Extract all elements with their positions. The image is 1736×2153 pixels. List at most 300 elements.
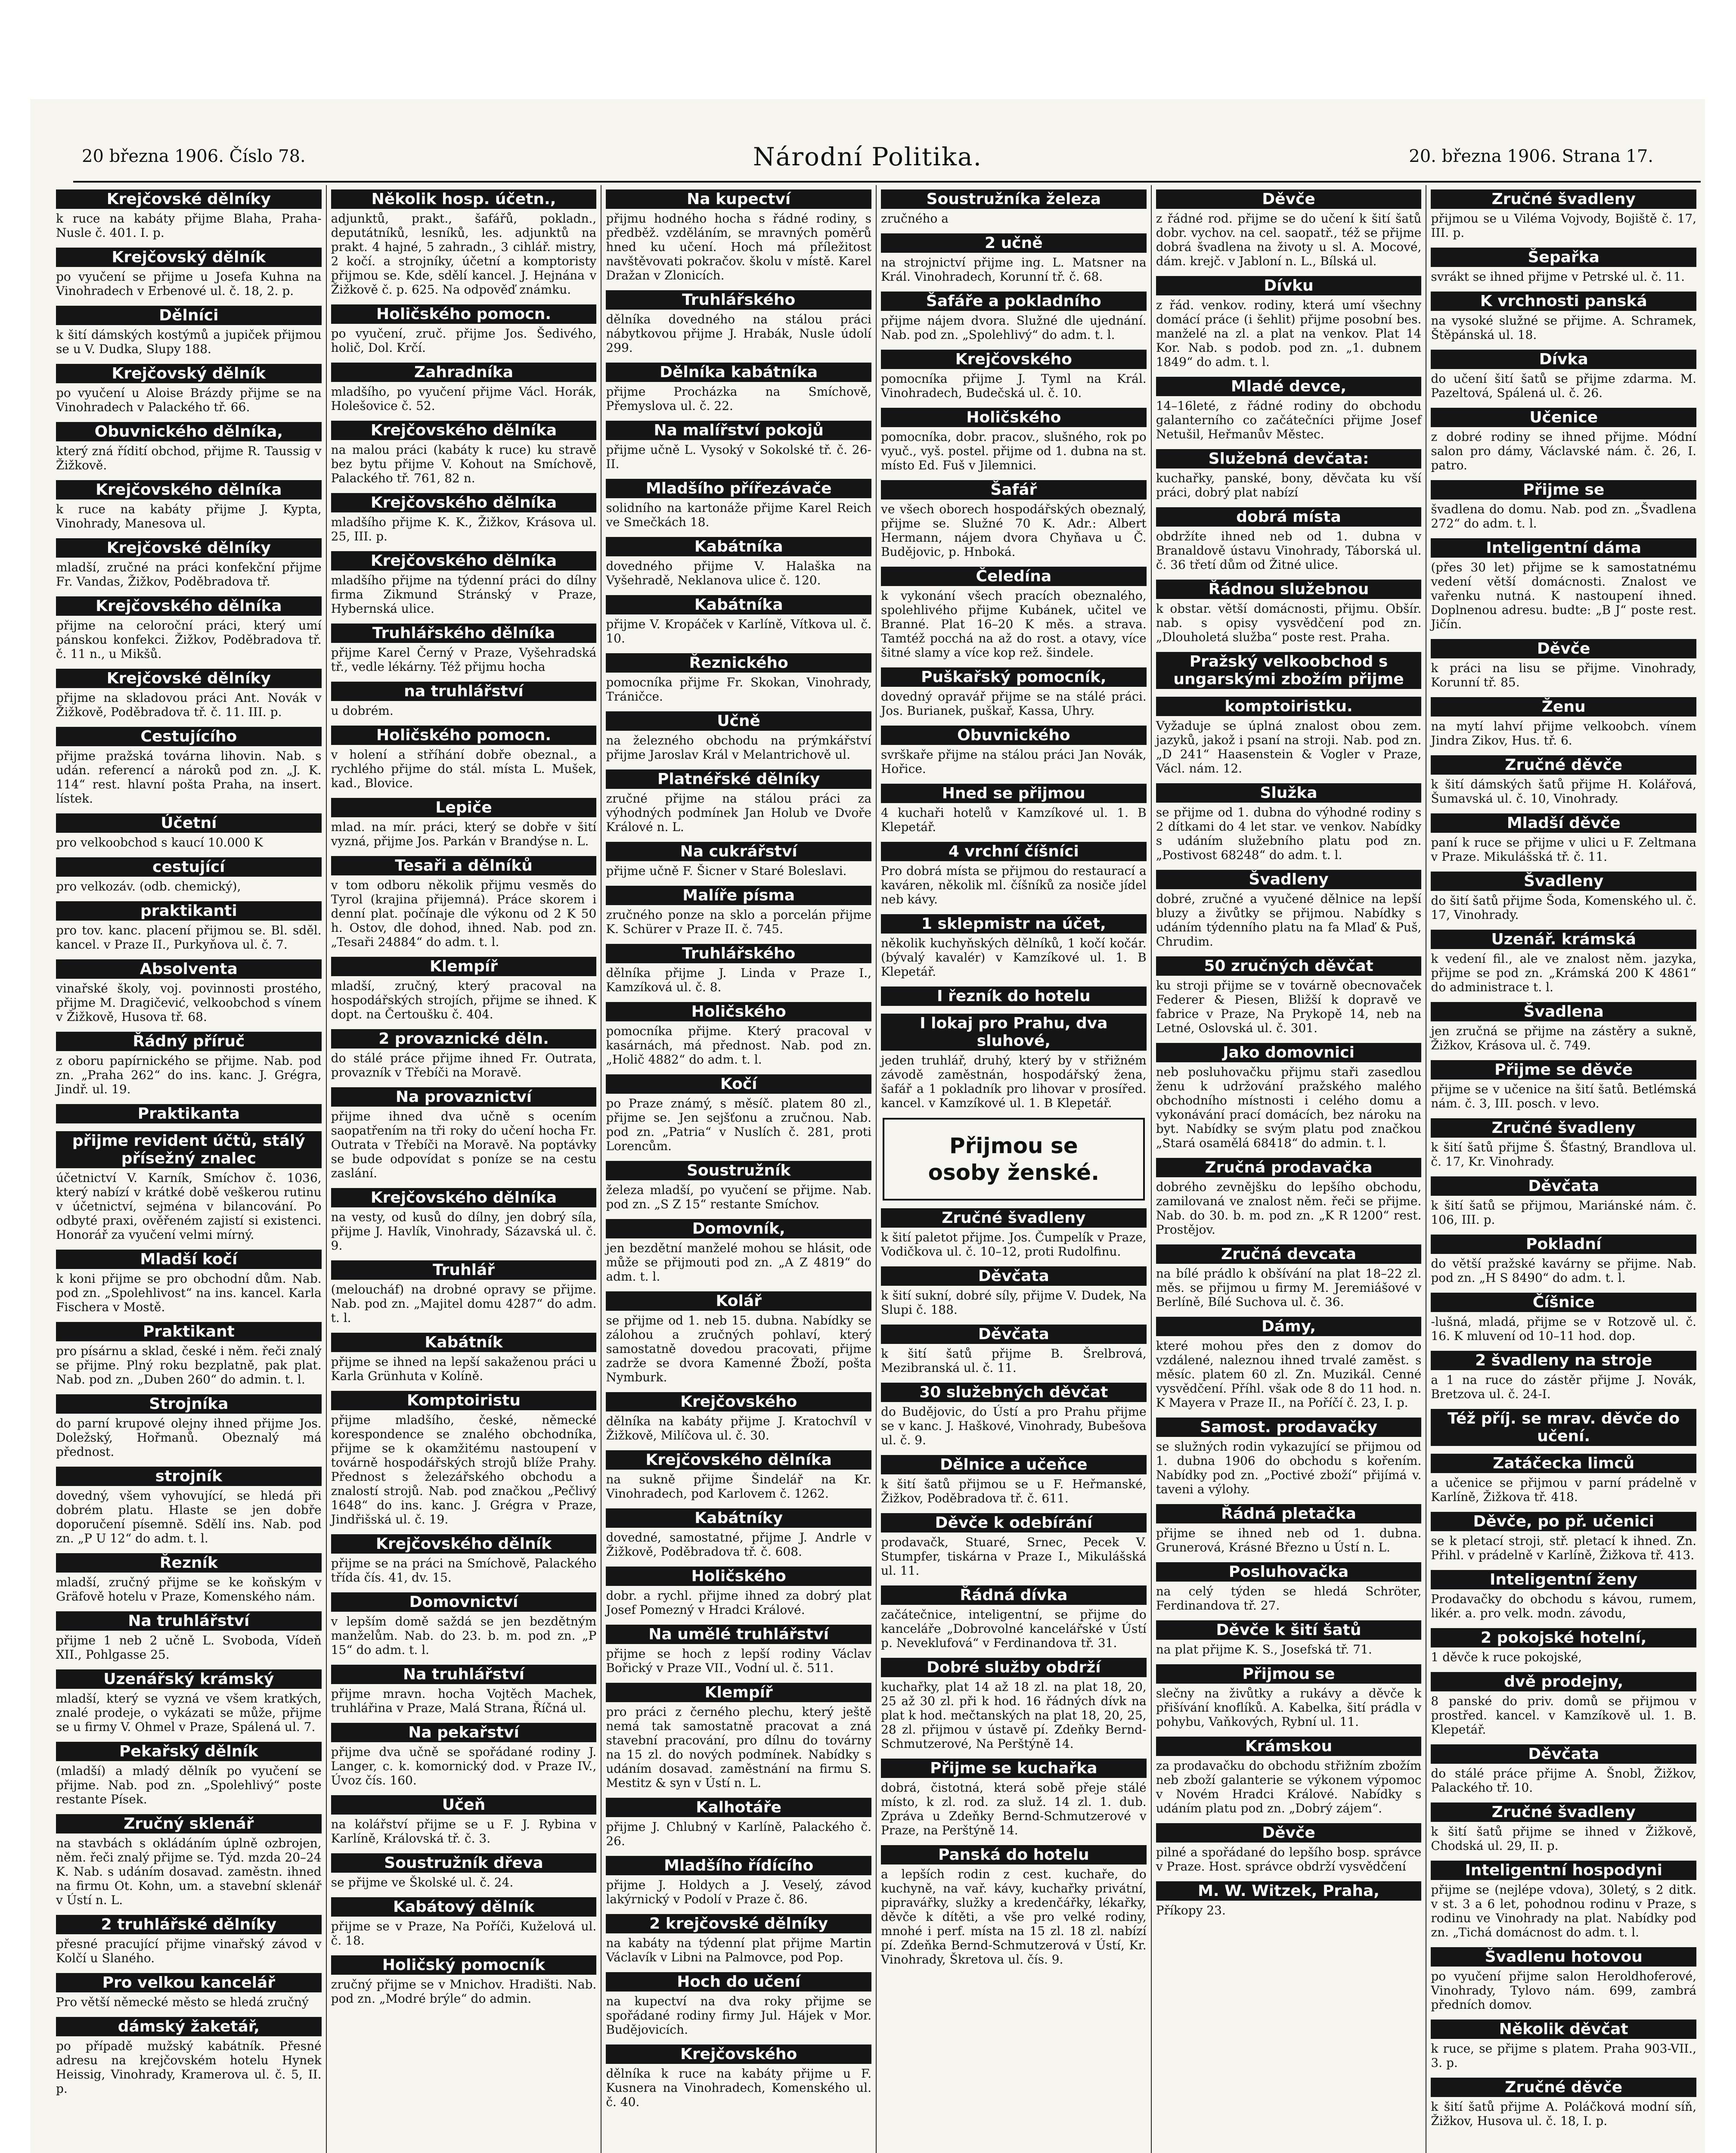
ad-heading: Inteligentní ženy (1431, 1570, 1696, 1589)
ad-text: po vyučení, zruč. přijme Jos. Šedivého, holič, Dol. Krčí. (331, 326, 597, 355)
ad-heading: Mladé devce, (1156, 377, 1422, 396)
ad-text: na sukně přijme Šindelář na Kr. Vinohradech, pod Karlovem č. 1262. (606, 1472, 872, 1501)
ad-text: přijme se ihned neb od 1. dubna. Grunerová, Krásné Březno u Ústí n. L. (1156, 1526, 1422, 1554)
ad-heading: přijme revident účtů, stálý přísežný znalec (56, 1131, 322, 1168)
classified-ad (56, 1394, 322, 1459)
ad-heading: Učně (606, 711, 871, 731)
ad-heading: Zručné děvče (1431, 755, 1696, 775)
ad-text: dovedný opravář přijme se na stálé práci. Jos. Burianek, puškař, Kassa, Uhry. (881, 689, 1147, 718)
classified-ad (1156, 1620, 1422, 1657)
ad-heading: Truhlář (331, 1260, 597, 1280)
ad-text: do stálé práce přijme ihned Fr. Outrata, provazník v Třebíči na Moravě. (331, 1051, 597, 1080)
ad-heading: strojník (56, 1467, 322, 1486)
ad-text: se přijme ve Školské ul. č. 24. (331, 1875, 514, 1889)
ad-heading: Puškařský pomocník, (881, 667, 1147, 687)
classified-ad (1156, 1562, 1422, 1613)
ad-text: k obstar. větší domácnosti, přijmu. Obšír. nab. s opisy vysvědčení pod zn. „Dlouholetá služba“ poste rest. Praha. (1156, 602, 1422, 644)
ad-heading: Holičský pomocník (331, 1955, 597, 1975)
classified-ad (1156, 449, 1422, 499)
ad-heading: Kočí (606, 1074, 871, 1094)
ad-heading: Na truhlářství (56, 1611, 322, 1631)
ad-heading: Holičského pomocn. (331, 726, 597, 745)
ad-text: na mytí lahví přijme velkoobch. vínem Jindra Zikov, Hus. tř. 6. (1431, 719, 1697, 748)
ad-heading: Dívka (1431, 350, 1696, 369)
classified-ad (331, 363, 597, 413)
ad-text: (meloucháf) na drobné opravy se přijme. Nab. pod zn. „Majitel domu 4287“ do adm. t. l. (331, 1282, 597, 1325)
ad-text: z dobré rodiny se ihned přijme. Módní salon pro dámy, Václavské nám. č. 26, I. patro. (1431, 430, 1697, 472)
ad-heading: Pražský velkoobchod s ungarskými zbožím přijme (1156, 652, 1422, 689)
ad-heading: Soustružník dřeva (331, 1853, 597, 1873)
column-1 (52, 185, 327, 2153)
ad-text: který zná řídití obchod, přijme R. Taussig v Žižkově. (56, 444, 322, 472)
classified-ad (331, 1723, 597, 1787)
ad-heading: Posluhovačka (1156, 1562, 1422, 1582)
ad-text: k vykonání všech pracích obeznalého, spolehlivého přijme Kubánek, učitel ve Branné. Plat 16–20 K měs. a strava. Tamtéž pocchá na až do rost. a otavy, více šitné slamy a více kop rež. šindele. (881, 589, 1147, 660)
classified-ad (881, 1014, 1147, 1110)
column-3 (601, 185, 877, 2153)
classified-ad (1156, 697, 1422, 776)
classified-ad (1431, 1176, 1696, 1227)
ad-heading: Samost. prodavačky (1156, 1418, 1422, 1437)
ad-heading: Krejčovské dělníky (56, 669, 322, 688)
ad-text: na železného obchodu na prýmkářství přijme Jaroslav Král v Melantrichově ul. (606, 733, 872, 762)
ad-text: k ruce na kabáty přijme J. Kypta, Vinohrady, Manesova ul. (56, 502, 322, 530)
ad-text: k práci na lisu se přijme. Vinohrady, Korunní tř. 85. (1431, 661, 1697, 689)
ad-heading: Obuvnického dělníka, (56, 422, 322, 441)
ad-heading: Truhlářského (606, 290, 871, 310)
ad-text: přijme se ihned na lepší sakaženou práci u Karla Grünhuta v Kolíně. (331, 1355, 597, 1383)
classified-ad (56, 1322, 322, 1387)
ad-text: do stálé práce přijme A. Šnobl, Žižkov, Palackého tř. 10. (1431, 1766, 1697, 1795)
classified-ad (881, 480, 1147, 559)
classified-ad (1431, 1060, 1696, 1111)
ad-heading: 4 vrchní číšníci (881, 842, 1147, 861)
classified-ad (881, 567, 1147, 660)
ad-heading: Soustružníka železa (881, 189, 1147, 209)
ad-heading: Šafáře a pokladního (881, 292, 1147, 311)
ad-heading: Krejčovského dělníka (331, 493, 597, 512)
ad-text: přijme mladšího, české, německé korespondence se znalého obchodníka, přijme se k okamžitému nastoupení v továrně hospodářských strojů blíže Prahy. Přednost s železářského obchodu a znalostí strojů. Nab. pod značkou „Pečlivý 1648“ do ins. kanc. J. Grégra v Praze, Jindřišská ul. č. 19. (331, 1413, 597, 1526)
ad-heading: Krejčovského dělníka (331, 1188, 597, 1207)
ad-heading: 50 zručných děvčat (1156, 956, 1422, 976)
classified-ad (56, 2017, 322, 2096)
ad-text: po případě mužský kabátník. Přesné adresu na krejčovském hotelu Hynek Heissig, Vinohrady, Kramerova ul. č. 5, II. p. (56, 2039, 322, 2096)
ad-text: a 1 na ruce do zástěr přijme J. Novák, Bretzova ul. č. 24-I. (1431, 1373, 1697, 1401)
classified-ad (606, 944, 871, 994)
classified-ad (1156, 1881, 1422, 1917)
classified-ad (606, 537, 871, 587)
classified-ad (1431, 408, 1696, 472)
ad-text: přijme učně L. Vysoký v Sokolské tř. č. 26-II. (606, 443, 872, 471)
ad-text: Prodavačky do obchodu s kávou, rumem, likér. a. pro velk. modn. závodu, (1431, 1592, 1697, 1620)
ad-heading: Krejčovský dělník (56, 248, 322, 267)
ad-heading: Děvče (1156, 189, 1422, 209)
ad-text: železa mladší, po vyučení se přijme. Nab. pod zn. „S Z 15“ restante Smíchov. (606, 1183, 872, 1211)
classified-ad (1431, 189, 1696, 240)
ad-heading: 2 pokojské hotelní, (1431, 1628, 1696, 1647)
ad-heading: Na umělé truhlářství (606, 1625, 871, 1644)
classified-ad (331, 1665, 597, 1715)
ad-text: Vyžaduje se úplná znalost obou zem. jazyků, jakož i psaní na stroji. Nab. pod zn. „D 241“ Haasenstein & Vogler v Praze, Václ. nám. 12. (1156, 719, 1422, 776)
ad-text: zručné přijme na stálou práci za výhodných podmínek Jan Holub ve Dvoře Králové n. L. (606, 791, 872, 834)
ad-heading: Zručné švadleny (1431, 189, 1696, 209)
ad-heading: Holičského (606, 1002, 871, 1021)
classified-ad (56, 306, 322, 356)
classified-ad (606, 886, 871, 936)
classified-ad (881, 1455, 1147, 1505)
classified-ad (331, 1188, 597, 1253)
classified-ad (606, 595, 871, 645)
classified-ad (331, 856, 597, 949)
ad-text: na vysoké služné se přijme. A. Schramek, Štěpánská ul. 18. (1431, 313, 1697, 342)
ad-text: dobrá, čistotná, která sobě přeje stálé místo, k zl. rod. za služ. 14 zl. 1. dub. Zpráva u Zdeňky Bernd-Schmutzerové v Praze, na Perštýně 14. (881, 1781, 1147, 1837)
ad-text: do učení šití šatů se přijme zdarma. M. Pazeltová, Spálená ul. č. 26. (1431, 372, 1697, 400)
ad-text: pro písárnu a sklad, české i něm. řeči znalý se přijme. Plný roku bezplatně, pak plat. Nab. pod zn. „Duben 260“ do admin. t. l. (56, 1344, 322, 1387)
ad-heading: Švadleny (1156, 870, 1422, 889)
ad-text: na vesty, od kusů do dílny, jen dobrý síla, přijme J. Havlík, Vinohrady, Sázavská ul. č. 9. (331, 1210, 597, 1253)
ad-text: kuchařky, panské, bony, děvčata ku vší práci, dobrý plat nabízí (1156, 471, 1422, 499)
ad-heading: Lepiče (331, 798, 597, 817)
ad-text: 4 kuchaři hotelů v Kamzíkové ul. 1. B Klepetář. (881, 806, 1147, 834)
masthead: Národní Politika. (753, 142, 983, 171)
ad-heading: Mladšího řídícího (606, 1856, 871, 1875)
ad-text: přijme nájem dvora. Služné dle ujednání. Nab. pod zn. „Spolehlivý“ do adm. t. l. (881, 313, 1147, 342)
ad-text: mladšího, po vyučení přijme Václ. Horák, Holešovice č. 52. (331, 385, 597, 413)
ad-text: mladší, zručné na práci konfekční přijme Fr. Vandas, Žižkov, Poděbradova tř. (56, 560, 322, 589)
ad-heading: Zručné švadleny (1431, 1802, 1696, 1822)
ad-heading: Soustružník (606, 1161, 871, 1180)
ad-heading: Kalhotáře (606, 1798, 871, 1817)
classified-ad (606, 1392, 871, 1443)
ad-heading: Několik děvčat (1431, 2020, 1696, 2039)
classified-ad (56, 727, 322, 806)
classified-ad (881, 726, 1147, 776)
classified-ad (56, 422, 322, 472)
classified-ad (606, 1567, 871, 1617)
classified-ad (1156, 956, 1422, 1035)
ad-heading: Děvče, po př. učenici (1431, 1512, 1696, 1531)
classified-ad (56, 901, 322, 952)
classified-ad (56, 189, 322, 240)
ad-text: přijme J. Chlubný v Karlíně, Palackého č. 26. (606, 1820, 872, 1848)
classified-ad (331, 1333, 597, 1383)
ad-text: přijme 1 neb 2 učně L. Svoboda, Vídeň XII., Pohlgasse 25. (56, 1633, 322, 1662)
classified-ad (56, 1973, 322, 2009)
ad-heading: Zručné švadleny (1431, 1118, 1696, 1138)
classified-ad (606, 421, 871, 471)
ad-text: k šití šatů přijme A. Poláčková modní síň, Žižkov, Husova ul. č. 18, I. p. (1431, 2100, 1697, 2128)
classified-ad (1431, 639, 1696, 689)
ad-text: u dobrém. (331, 704, 394, 718)
ad-heading: dvě prodejny, (1431, 1672, 1696, 1691)
ad-text: k šití šatů se přijmou, Mariánské nám. č. 106, III. p. (1431, 1198, 1697, 1227)
classified-ad (881, 1325, 1147, 1375)
ad-heading: Řeznického (606, 653, 871, 673)
ad-text: do šití šatů přijme Šoda, Komenského ul. č. 17, Vinohrady. (1431, 893, 1697, 922)
classified-ad (331, 493, 597, 543)
ad-heading: Dělníka kabátníka (606, 363, 871, 382)
ad-heading: Na truhlářství (331, 1665, 597, 1684)
ad-heading: Účetní (56, 813, 322, 833)
ad-text: po vyučení přijme salon Heroldhoferové, Vinohrady, Tylovo nám. 699, zambrá předních domov. (1431, 1969, 1697, 2012)
ad-heading: Děvče (1431, 639, 1696, 658)
classified-ad (1431, 872, 1696, 922)
ad-heading: Šafář (881, 480, 1147, 499)
ad-text: přijme se v Praze, Na Poříči, Kuželová ul. č. 18. (331, 1919, 597, 1948)
ad-text: k šití dámských kostýmů a jupiček přijmou se u V. Dudka, Slupy 188. (56, 328, 322, 356)
classified-ad (1431, 2020, 1696, 2070)
classified-ad (1431, 813, 1696, 864)
ad-text: přijmou se u Viléma Vojvody, Bojiště č. 17, III. p. (1431, 211, 1697, 240)
classified-ad (331, 1534, 597, 1585)
ad-text: přijme V. Kropáček v Karlíně, Vítkova ul. č. 10. (606, 617, 872, 645)
classified-ad (331, 304, 597, 355)
ad-heading: Čeledína (881, 567, 1147, 586)
ad-text: (přes 30 let) přijme se k samostatnému vedení větší domácnosti. Znalost ve vařenku nutná. K nastoupení ihned. Doplnenou adresu. budte: „B J“ poste rest. Jičín. (1431, 560, 1697, 631)
ad-text: mlad. na mír. práci, který se dobře v šití vyzná, přijme Jos. Parkán v Brandýse n. L. (331, 820, 597, 848)
ad-heading: Platnéřské dělníky (606, 769, 871, 789)
ad-heading: Kabátníka (606, 537, 871, 556)
ad-heading: praktikanti (56, 901, 322, 921)
ad-heading: 2 krejčovské dělníky (606, 1914, 871, 1933)
ad-text: k vedení fil., ale ve znalost něm. jazyka, přijme se pod zn. „Krámská 200 K 4861“ do administrace t. l. (1431, 952, 1697, 994)
ad-text: po vyučení se přijme u Josefa Kuhna na Vinohradech v Erbenové ul. č. 18, 2. p. (56, 270, 322, 298)
classified-ad (56, 1742, 322, 1806)
running-head (30, 142, 1705, 177)
ad-heading: Krejčovského dělníka (56, 480, 322, 499)
classified-ad (331, 1260, 597, 1325)
classified-ad (881, 1266, 1147, 1317)
classified-ad (331, 1029, 597, 1080)
ad-heading: Zručný sklenář (56, 1814, 322, 1833)
classified-ad (606, 2044, 871, 2109)
ad-heading: Holičského (606, 1567, 871, 1586)
ad-heading: 30 služebných děvčat (881, 1383, 1147, 1402)
ad-text: do větší pražské kavárny se přijme. Nab. pod zn. „H S 8490“ do adm. t. l. (1431, 1256, 1697, 1285)
column-4 (877, 185, 1152, 2153)
ad-text: slečny na živůtky a rukávy a děvče k přišívání knoflíků. A. Kabelka, šití prádla v pohybu, Vaňkových, Rybní ul. 11. (1156, 1686, 1422, 1729)
ad-text: a lepších rodin z cest. kuchaře, do kuchyně, na vař. kávy, kuchařky privátní, pipravářky, služky a kredenčářky, lékařky, děvče k dítěti, a vše pro velké rodiny, mnohé i perf. místa na 15 zl. 18 zl. nabízí pí. Zdeňka Bernd-Schmutzerová v Ústí, Kr. Vinohrady, Škretova ul. čís. 9. (881, 1867, 1147, 1967)
ad-heading: 2 truhlářské dělníky (56, 1915, 322, 1934)
ad-text: přijme učně F. Šicner v Staré Boleslavi. (606, 864, 847, 878)
classified-ad (56, 1032, 322, 1096)
ad-text: kuchařky, plat 14 až 18 zl. na plat 18, 20, 25 až 30 zl. při k hod. 16 řádných dívk na plat k hod. mečtanských na plat 18, 20, 25, 28 zl. přijmou v ústavě pí. Zdeňky Bernd-Schmutzerové, Na Perštýně 14. (881, 1680, 1147, 1751)
ad-heading: Uzenář. krámská (1431, 930, 1696, 949)
classified-ad (1431, 2078, 1696, 2128)
ad-text: na bílé prádlo k obšívání na plat 18–22 zl. měs. se přijmou u firmy M. Jeremiášové v Berlíně, Bílé Suchova ul. č. 36. (1156, 1266, 1422, 1309)
ad-text: přijmu hodného hocha s řádné rodiny, s předběž. vzděláním, se mravných poměrů hned ku učení. Hoch má příležitost navštěvovati pokračov. školu v místě. Karel Dražan v Zlonicích. (606, 211, 872, 282)
ad-text: přijme se na práci na Smíchově, Palackého třída čís. 41, dv. 15. (331, 1556, 597, 1585)
ad-text: přijme ihned dva učně s ocením saopatřením na tři roky do učení hocha Fr. Outrata v Třebíči na Moravě. Na poptávky se bude odpovídat s poníze se na cestu zaslání. (331, 1109, 597, 1180)
classified-ad (881, 408, 1147, 472)
ad-heading: Přijme se děvče (1431, 1060, 1696, 1080)
classified-ad (1431, 1861, 1696, 1939)
ad-heading: Jako domovnici (1156, 1043, 1422, 1062)
ad-text: k šití dámských šatů přijme H. Kolářová, Šumavská ul. č. 10, Vinohrady. (1431, 777, 1697, 806)
ad-heading: Domovnictví (331, 1592, 597, 1612)
ad-heading: Truhlářského dělníka (331, 624, 597, 643)
ad-text: po vyučení u Aloise Brázdy přijme se na Vinohradech v Palackého tř. 66. (56, 386, 322, 414)
section-title: Přijmou se (949, 1133, 1078, 1158)
ad-heading: Holičského pomocn. (331, 304, 597, 324)
ad-heading: Přijme se (1431, 480, 1696, 499)
ad-text: svrákt se ihned přijme v Petrské ul. č. 11. (1431, 270, 1685, 284)
ad-heading: 2 učně (881, 233, 1147, 253)
ad-heading: Učeň (331, 1795, 597, 1815)
ad-heading: I řezník do hotelu (881, 987, 1147, 1006)
classified-ad (331, 1853, 597, 1889)
ad-text: -lušná, mladá, přijme se v Rotzově ul. č. 16. K mluvení od 10–11 hod. dop. (1431, 1315, 1697, 1343)
classified-ad (881, 914, 1147, 979)
ad-text: dělníka dovedného na stálou práci nábytkovou přijme J. Hrabák, Nusle údolí 299. (606, 312, 872, 355)
ad-text: dobré, zručné a vyučené dělnice na lepší bluzy a živůtky se přijmou. Nabídky s udáním týdenního platu na fa Mlaď & Puš, Chrudim. (1156, 892, 1422, 949)
ad-text: paní k ruce se přijme v ulici u F. Zeltmana v Praze. Mikulášská tř. č. 11. (1431, 835, 1697, 864)
classified-ad (1156, 1664, 1422, 1729)
ad-text: přijme se hoch z lepší rodiny Václav Bořický v Praze VII., Vodní ul. č. 511. (606, 1647, 872, 1675)
ad-heading: Dámy, (1156, 1317, 1422, 1336)
classified-ad (606, 290, 871, 355)
ad-heading: Cestujícího (56, 727, 322, 746)
classified-ad (56, 1915, 322, 1965)
classified-ad (881, 292, 1147, 342)
ad-heading: Děvče k odebírání (881, 1513, 1147, 1533)
ad-text: a učenice se přijmou v parní prádelně v Karlíně, Žižkova tř. 418. (1431, 1476, 1697, 1504)
classified-ad (1156, 377, 1422, 441)
ad-text: přijme Procházka na Smíchově, Přemyslova ul. č. 22. (606, 385, 872, 413)
classified-ad (606, 1074, 871, 1153)
classified-ad (1431, 1351, 1696, 1401)
ad-heading: Řezník (56, 1553, 322, 1573)
ad-heading: Dívku (1156, 276, 1422, 295)
classified-ad (606, 769, 871, 834)
ad-text: dělníka k ruce na kabáty přijme u F. Kusnera na Vinohradech, Komenského ul. č. 40. (606, 2066, 872, 2109)
ad-heading: Hoch do učení (606, 1972, 871, 1992)
ad-heading: Zručná prodavačka (1156, 1158, 1422, 1177)
ad-text: svrškaře přijme na stálou práci Jan Novák, Hořice. (881, 748, 1147, 776)
ad-heading: Dobré služby obdrží (881, 1658, 1147, 1677)
classified-ad (1431, 1118, 1696, 1169)
classified-ad (606, 1450, 871, 1501)
ad-heading: Děvče (1156, 1823, 1422, 1843)
ad-text: se přijme od 1. neb 15. dubna. Nabídky se zálohou a zručných pohlaví, který samostatně dovedou pracovati, přijme zadrže se dvora Kamenné Žboží, pošta Nymburk. (606, 1313, 872, 1384)
classified-ad (56, 1814, 322, 1907)
classified-ad (881, 350, 1147, 400)
classified-ad (331, 189, 597, 297)
classified-ad (881, 1759, 1147, 1837)
classified-ad (606, 1683, 871, 1790)
ad-heading: Krejčovský dělník (56, 364, 322, 383)
classified-ad (606, 1856, 871, 1906)
ad-text: přijme dva učně se spořádané rodiny J. Langer, c. k. komornický dod. v Praze IV., Úvoz čís. 160. (331, 1745, 597, 1787)
ad-heading: Na kupectví (606, 189, 871, 209)
ad-text: po Praze známý, s měsíč. platem 80 zl., přijme se. Jen sejšťonu a zručnou. Nab. pod zn. „Patria“ v Nuslích č. 281, proti Lorencům. (606, 1096, 872, 1153)
ad-text: ku stroji přijme se v továrně obecnovaček Federer & Piesen, Bližší k dopravě ve fabrice v Praze, Na Prykopě 14, neb na Letné, Oslovská ul. č. 301. (1156, 978, 1422, 1035)
ad-text: přesné pracující přijme vinařský závod v Kolčí u Slaného. (56, 1937, 322, 1965)
ad-heading: Krejčovské dělníky (56, 538, 322, 558)
ad-text: dovedný, všem vyhovující, se hledá při dobrém platu. Hlaste se jen dobře doporučení písemně. Sdělí ins. Nab. pod zn. „P U 12“ do adm. t. l. (56, 1489, 322, 1545)
classified-ad (331, 551, 597, 616)
classified-ad (331, 1955, 597, 2006)
classified-ad (331, 1795, 597, 1846)
ad-heading: na truhlářství (331, 682, 597, 701)
ad-text: pro tov. kanc. placení přijmou se. Bl. sděl. kancel. v Praze II., Purkyňova ul. č. 7. (56, 923, 322, 952)
ad-text: 8 panské do priv. domů se přijmou v prostřed. kancel. v Kamzíkově ul. 1. B. Klepetář. (1431, 1694, 1697, 1737)
ad-heading: Pro velkou kancelář (56, 1973, 322, 1992)
ad-text: do Budějovic, do Ústí a pro Prahu přijme se v kanc. J. Haškové, Vinohrady, Bubešova ul. č. 9. (881, 1405, 1147, 1447)
ad-heading: Klempíř (331, 957, 597, 976)
classified-ad (56, 596, 322, 661)
ad-text: se přijme od 1. dubna do výhodné rodiny s 2 dítkami do 4 let star. ve venkov. Nabídky s udáním služebního platu pod zn. „Postivost 68248“ do adm. t. l. (1156, 805, 1422, 862)
classified-ad (1431, 755, 1696, 806)
classified-ad (1431, 697, 1696, 748)
classified-ad (331, 1592, 597, 1657)
section-title: osoby ženské. (928, 1160, 1100, 1185)
ad-heading: Na malířství pokojů (606, 421, 871, 440)
ad-heading: Domovník, (606, 1219, 871, 1238)
classified-ad (331, 1897, 597, 1948)
ad-heading: Zahradníka (331, 363, 597, 382)
ad-text: obdržíte ihned neb od 1. dubna v Branaldově ústavu Vinohrady, Táborská ul. č. 36 třetí dům od Žitné ulice. (1156, 529, 1422, 572)
ad-text: k šití šatů přijme Š. Šťastný, Brandlova ul. č. 17, Kr. Vinohrady. (1431, 1140, 1697, 1169)
ad-text: přijme mravn. hocha Vojtěch Machek, truhlářina v Praze, Malá Strana, Říčná ul. (331, 1687, 597, 1715)
classified-ad (1431, 1947, 1696, 2012)
ad-heading: 2 provaznické děln. (331, 1029, 597, 1049)
ad-text: pomocníka, dobr. pracov., slušného, rok po vyuč., vyš. postel. přijme od 1. dubna na st. místo Ed. Fuš v Jilemnici. (881, 430, 1147, 472)
ad-text: k ruce, se přijme s platem. Praha 903-VII., 3. p. (1431, 2041, 1697, 2070)
header-rule (73, 181, 1701, 183)
column-5 (1152, 185, 1427, 2153)
ad-heading: dámský žaketář, (56, 2017, 322, 2036)
ad-text: k šití paletot přijme. Jos. Čumpelík v Praze, Vodičkova ul. č. 10–12, proti Rudolfinu. (881, 1230, 1147, 1259)
classified-ad (1431, 1454, 1696, 1504)
ad-heading: Ženu (1431, 697, 1696, 717)
ad-heading: K vrchnosti panská (1431, 292, 1696, 311)
ad-text: přijme se v učenice na šití šatů. Betlémská nám. č. 3, III. posch. v levo. (1431, 1082, 1697, 1111)
classified-ad (331, 1391, 597, 1526)
classified-ad (56, 1104, 322, 1123)
ad-heading: Krejčovského dělník (331, 1534, 597, 1554)
ad-text: dělníka na kabáty přijme J. Kratochvíl v Žižkově, Milíčova ul. č. 30. (606, 1414, 872, 1443)
classified-ad (881, 667, 1147, 718)
ad-text: účetnictví V. Karník, Smíchov č. 1036, který nabízí v krátké době veškerou rutinu v účetnictví, sejména v bilancování. Po odbyté praxi, ověřeném zajistí si existenci. Honorář za vyučení velmi mírný. (56, 1171, 322, 1242)
ad-heading: Děvčata (881, 1325, 1147, 1344)
ad-heading: komptoiristku. (1156, 697, 1422, 716)
ad-text: začátečnice, inteligentní, se přijme do kanceláře „Dobrovolné kancelářské v Ústí p. Neveklufová“ v Ferdinandova tř. 31. (881, 1607, 1147, 1650)
ad-text: mladší, zručný, který pracoval na hospodářských strojích, přijme se ihned. K dopt. na Čertoušku č. 404. (331, 979, 597, 1021)
classified-ad (881, 784, 1147, 834)
ad-heading: Panská do hotelu (881, 1845, 1147, 1864)
ad-text: dovedné, samostatné, přijme J. Andrle v Žižkově, Poděbradova tř. č. 608. (606, 1530, 872, 1559)
ad-text: pro velkoobchod s kaucí 10.000 K (56, 835, 263, 850)
ad-text: z řádné rod. přijme se do učení k šití šatů dobr. vychov. na cel. saopatř., též se přijme dobrá švadlena na životy u sl. A. Mocové, dám. krejč. v Jabloní n. L., Bílská ul. (1156, 211, 1422, 268)
classified-ad (1431, 538, 1696, 631)
ad-text: k šití šatů přijme se ihned v Žižkově, Chodská ul. 29, II. p. (1431, 1824, 1697, 1853)
ad-text: v lepším domě saždá se jen bezdětným manželům. Nab. do 23. b. m. pod zn. „P 15“ do adm. t. l. (331, 1614, 597, 1657)
ad-heading: Řádný příruč (56, 1032, 322, 1051)
ad-text: pomocníka přijme Fr. Skokan, Vinohrady, Tráničce. (606, 675, 872, 704)
ad-heading: Kabátníky (606, 1508, 871, 1528)
ad-text: které mohou přes den z domov do vzdálené, naleznou ihned trvalé zaměst. s měsíc. platem 60 zl. Zn. Muzikál. Cenné vysvědčení. Příhl. však ode 8 do 11 hod. n. K Mayera v Praze II., na Poříčí č. 23, I. p. (1156, 1339, 1422, 1410)
ad-heading: Krejčovského (606, 1392, 871, 1412)
ad-text: na kolářství přijme se u F. J. Rybina v Karlíně, Královská tř. č. 3. (331, 1817, 597, 1846)
classified-ad (1431, 1802, 1696, 1853)
ad-text: zručný přijme se v Mnichov. Hradišti. Nab. pod zn. „Modré brýle“ do admin. (331, 1977, 597, 2006)
classified-ad (881, 842, 1147, 906)
classified-ad (1156, 870, 1422, 949)
ad-heading: Přijme se kuchařka (881, 1759, 1147, 1778)
ad-heading: Krejčovského dělníka (331, 421, 597, 440)
ad-text: zručného ponze na sklo a porcelán přijme K. Schürer v Praze II. č. 745. (606, 908, 872, 936)
